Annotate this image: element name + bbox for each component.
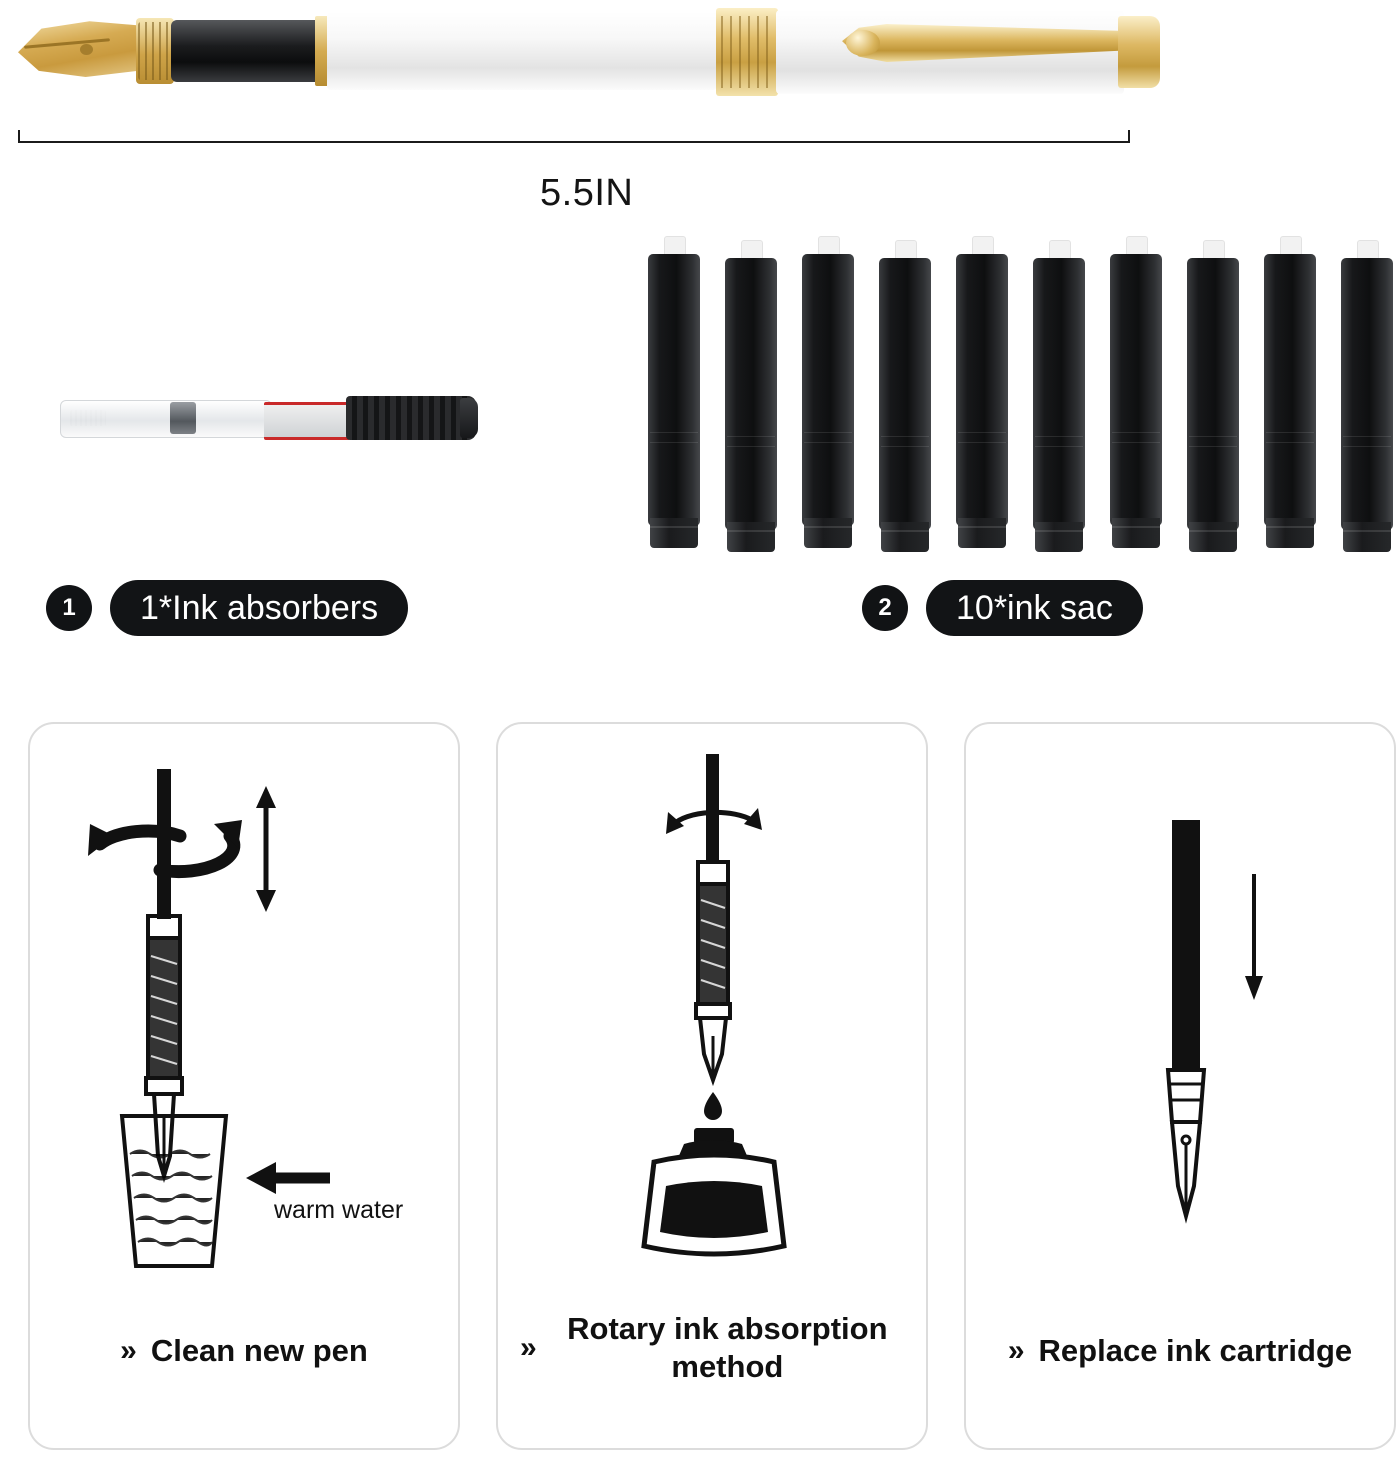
- cartridge-base: [1189, 522, 1237, 552]
- card-3-caption-text: Replace ink cartridge: [1038, 1333, 1353, 1369]
- pen-photo-section: [0, 0, 1397, 150]
- instruction-cards: [28, 722, 1370, 1452]
- card-3-caption: [966, 1332, 1394, 1370]
- pen-nib-icon: [18, 20, 148, 82]
- cartridge-base-line: [1112, 526, 1160, 528]
- cartridge-body: [1110, 254, 1162, 526]
- cartridge-base-line: [881, 530, 929, 532]
- chevron-right-icon: »: [1007, 1334, 1021, 1368]
- ink-cartridge: [877, 240, 933, 556]
- cartridge-seam: [958, 442, 1006, 443]
- cartridge-base-line: [958, 526, 1006, 528]
- cartridge-seam: [1112, 432, 1160, 433]
- ink-converter-image: [28, 388, 458, 450]
- accessory-label-1: 1*Ink absorbers: [110, 580, 408, 636]
- accessory-label-2: 10*ink sac: [926, 580, 1143, 636]
- cartridge-seam: [1035, 436, 1083, 437]
- cartridge-body: [1341, 258, 1393, 530]
- pen-over-ink-bottle-icon: [498, 724, 926, 1284]
- cartridge-insert-icon: [966, 724, 1394, 1284]
- nib-breather-hole: [80, 44, 93, 55]
- cartridge-base: [1035, 522, 1083, 552]
- cartridge-body: [1033, 258, 1085, 530]
- cartridge-body: [725, 258, 777, 530]
- instruction-card-clean-new-pen: [28, 722, 460, 1450]
- cartridge-base-line: [1189, 530, 1237, 532]
- cartridge-base-line: [1035, 530, 1083, 532]
- cartridge-seam: [804, 432, 852, 433]
- cartridge-seam: [1189, 446, 1237, 447]
- pen-length-label: 5.5IN: [540, 172, 634, 214]
- chevron-right-icon: »: [520, 1331, 533, 1365]
- pen-center-band-texture: [721, 16, 773, 88]
- measure-tick-right: [1128, 130, 1130, 143]
- cartridge-seam: [804, 442, 852, 443]
- converter-knob: [346, 396, 476, 440]
- ink-cartridges-group: [646, 236, 1386, 556]
- cartridge-base-line: [1343, 530, 1391, 532]
- cartridge-base: [1343, 522, 1391, 552]
- ink-cartridge: [954, 236, 1010, 552]
- cartridge-seam: [727, 436, 775, 437]
- converter-piston: [170, 402, 196, 434]
- cartridge-base-line: [727, 530, 775, 532]
- ink-cartridge: [646, 236, 702, 552]
- cartridge-body: [802, 254, 854, 526]
- converter-knob-cap: [460, 398, 478, 438]
- instruction-card-replace-ink-cartridge: [964, 722, 1396, 1450]
- cartridge-seam: [1035, 446, 1083, 447]
- fountain-pen-image: [18, 4, 1148, 100]
- cartridge-base-line: [1266, 526, 1314, 528]
- accessory-number-1: 1: [46, 585, 92, 631]
- warm-water-annotation: warm water: [274, 1196, 404, 1224]
- cartridge-seam: [727, 446, 775, 447]
- measure-line: [18, 141, 1130, 143]
- chevron-right-icon: »: [120, 1334, 133, 1368]
- instruction-card-rotary-ink-absorption: [496, 722, 928, 1450]
- pen-cap-finial: [1118, 16, 1160, 88]
- pen-barrel-white: [327, 12, 717, 90]
- card-2-caption-text: Rotary ink absorption method: [567, 1311, 888, 1385]
- card-2-caption: [498, 1310, 926, 1386]
- card-1-caption-text: Clean new pen: [150, 1333, 368, 1369]
- cartridge-base-line: [650, 526, 698, 528]
- cartridge-seam: [881, 446, 929, 447]
- cartridge-body: [1187, 258, 1239, 530]
- cartridge-body: [956, 254, 1008, 526]
- ink-cartridge: [1185, 240, 1241, 556]
- pen-clip-ball: [846, 30, 880, 56]
- converter-red-band: [264, 402, 350, 440]
- cartridge-body: [879, 258, 931, 530]
- ink-cartridge: [800, 236, 856, 552]
- cartridge-seam: [881, 436, 929, 437]
- ink-cartridge: [723, 240, 779, 556]
- ink-cartridge: [1108, 236, 1164, 552]
- cartridge-base: [881, 522, 929, 552]
- ink-cartridge: [1339, 240, 1395, 556]
- cartridge-seam: [650, 432, 698, 433]
- cartridge-seam: [958, 432, 1006, 433]
- cartridge-seam: [1266, 432, 1314, 433]
- cartridge-seam: [1112, 442, 1160, 443]
- cartridge-seam: [650, 442, 698, 443]
- cartridge-seam: [1266, 442, 1314, 443]
- accessory-number-2: 2: [862, 585, 908, 631]
- cartridge-body: [648, 254, 700, 526]
- cartridge-body: [1264, 254, 1316, 526]
- cartridge-base: [727, 522, 775, 552]
- cartridge-base: [1266, 518, 1314, 548]
- cartridge-base-line: [804, 526, 852, 528]
- cartridge-seam: [1343, 436, 1391, 437]
- card-1-caption: [30, 1332, 458, 1370]
- ink-cartridge: [1262, 236, 1318, 552]
- cartridge-seam: [1189, 436, 1237, 437]
- pen-section-black: [171, 20, 319, 82]
- pen-grip-ring-texture: [138, 22, 172, 80]
- cartridge-base: [1112, 518, 1160, 548]
- converter-tube: [60, 400, 272, 438]
- cartridge-seam: [1343, 446, 1391, 447]
- cartridge-base: [804, 518, 852, 548]
- cartridge-base: [958, 518, 1006, 548]
- ink-cartridge: [1031, 240, 1087, 556]
- cartridge-base: [650, 518, 698, 548]
